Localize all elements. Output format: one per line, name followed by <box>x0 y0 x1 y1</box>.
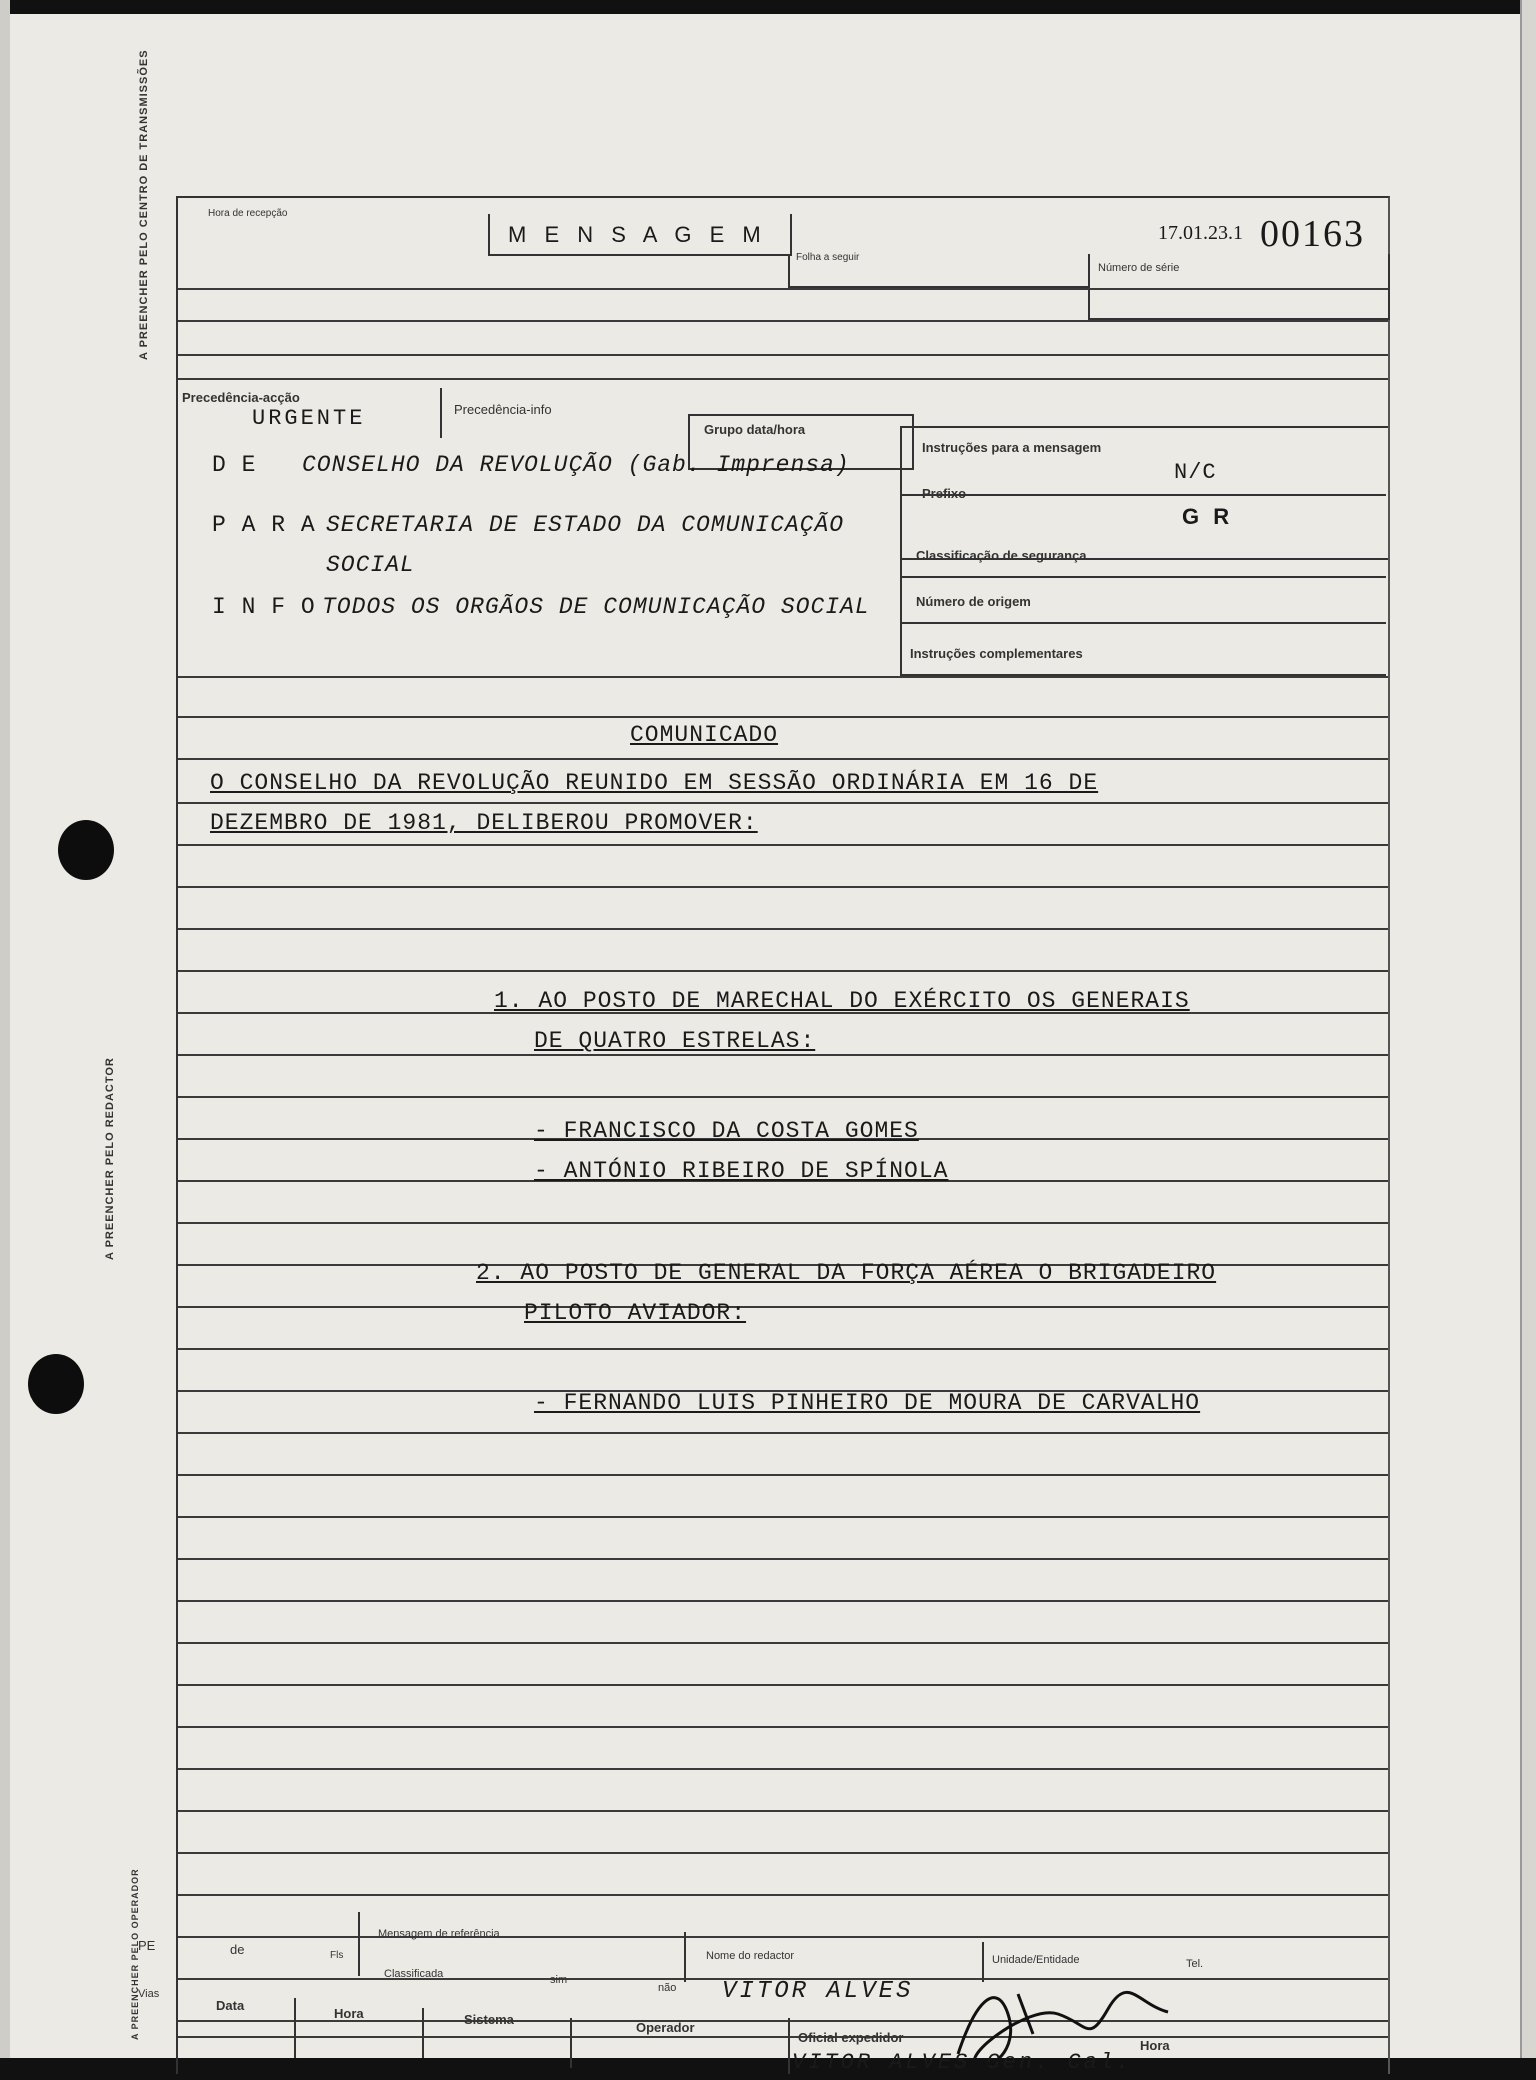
folha-box <box>788 254 1090 288</box>
form-title: M E N S A G E M <box>508 222 767 247</box>
rule <box>178 928 1388 930</box>
item2-line-1: 2. AO POSTO DE GENERAL DA FORÇA AÉREA O BRIGADEIRO <box>476 1260 1217 1286</box>
de-footer-label: de <box>230 1942 245 1957</box>
rule <box>178 1768 1388 1770</box>
prec-info-label: Precedência-info <box>454 402 552 417</box>
footer-divider-6 <box>570 2018 572 2068</box>
mens-ref-label: Mensagem de referência <box>378 1928 500 1940</box>
instrucoes-value: N/C <box>1174 460 1217 485</box>
rule <box>178 1558 1388 1560</box>
data-label: Data <box>216 1998 245 2013</box>
classif-rule <box>902 576 1386 578</box>
rule <box>178 1810 1388 1812</box>
rule <box>178 320 1388 322</box>
rule <box>178 1306 1388 1308</box>
punch-hole-top <box>58 820 114 880</box>
de-value: CONSELHO DA REVOLUÇÃO (Gab. Imprensa) <box>302 452 850 478</box>
rule <box>178 844 1388 846</box>
footer-divider-5 <box>422 2008 424 2058</box>
rule <box>178 1348 1388 1350</box>
hora-recepcao-label: Hora de recepção <box>208 208 288 219</box>
item1-line-1: 1. AO POSTO DE MARECHAL DO EXÉRCITO OS GENERAIS <box>494 988 1190 1014</box>
right-column-divider <box>900 556 902 676</box>
stamp-number: 00163 <box>1260 213 1365 255</box>
rule <box>178 758 1388 760</box>
origem-rule <box>902 622 1386 624</box>
nao-label: não <box>658 1982 677 1994</box>
item2-name-1: - FERNANDO LUIS PINHEIRO DE MOURA DE CARVALHO <box>534 1390 1201 1416</box>
rule <box>178 354 1388 356</box>
rule <box>178 1894 1388 1896</box>
item1-name-2: - ANTÓNIO RIBEIRO DE SPÍNOLA <box>534 1158 949 1184</box>
rule <box>178 1054 1388 1056</box>
footer-divider-7 <box>788 2018 790 2074</box>
para-label: P A R A <box>212 512 316 538</box>
vias-label: Vias <box>138 1988 160 2000</box>
rule <box>178 1222 1388 1224</box>
rule <box>178 716 1388 718</box>
pe-label: PE <box>138 1938 156 1953</box>
info-value: TODOS OS ORGÃOS DE COMUNICAÇÃO SOCIAL <box>322 594 870 620</box>
numero-origem-label: Número de origem <box>916 594 1031 609</box>
para-value-2: SOCIAL <box>326 552 415 578</box>
rule <box>178 288 1388 290</box>
rule <box>178 802 1388 804</box>
numero-serie-label: Número de série <box>1098 262 1180 274</box>
operador-label: Operador <box>636 2020 695 2035</box>
info-label: I N F O <box>212 594 316 620</box>
sistema-label: Sistema <box>464 2012 514 2027</box>
fls-label: Fls <box>330 1950 344 1961</box>
unidade-label: Unidade/Entidade <box>992 1954 1080 1966</box>
instrucoes-compl-label: Instruções complementares <box>910 646 1083 661</box>
rule <box>178 1726 1388 1728</box>
side-label-operador: A PREENCHER PELO OPERADOR <box>130 1868 140 2040</box>
prefixo-value: G R <box>1182 504 1234 529</box>
signature <box>938 1974 1178 2074</box>
rule <box>178 886 1388 888</box>
footer-divider-1 <box>358 1912 360 1976</box>
rule <box>178 1516 1388 1518</box>
rule <box>178 1096 1388 1098</box>
rule <box>178 2036 1388 2038</box>
classificada-label: Classificada <box>384 1968 444 1980</box>
side-label-redactor: A PREENCHER PELO REDACTOR <box>104 1057 116 1260</box>
tel-label: Tel. <box>1186 1958 1204 1970</box>
scan-left-edge <box>0 0 10 2080</box>
rule <box>178 1642 1388 1644</box>
item1-line-2: DE QUATRO ESTRELAS: <box>534 1028 816 1054</box>
de-label: D E <box>212 452 257 478</box>
prec-accao-label: Precedência-acção <box>182 390 300 405</box>
stamp-date: 17.01.23.1 <box>1158 222 1243 244</box>
folha-seguir-label: Folha a seguir <box>796 252 860 263</box>
rule <box>178 1600 1388 1602</box>
prefixo-label: Prefixo <box>922 486 967 501</box>
punch-hole-bottom <box>28 1354 84 1414</box>
oficial-label: Oficial expedidor <box>798 2030 904 2045</box>
intro-line-2: DEZEMBRO DE 1981, DELIBEROU PROMOVER: <box>210 810 758 836</box>
rule <box>178 378 1388 380</box>
rule <box>178 970 1388 972</box>
oficial-value: VITOR ALVES Gen. Cal. <box>792 2050 1133 2075</box>
rule <box>178 1684 1388 1686</box>
item2-line-2: PILOTO AVIADOR: <box>524 1300 747 1326</box>
item1-name-1: - FRANCISCO DA COSTA GOMES <box>534 1118 919 1144</box>
intro-line-1: O CONSELHO DA REVOLUÇÃO REUNIDO EM SESSÃO ORDINÁRIA EM 16 DE <box>210 770 1099 796</box>
scan-top-edge <box>0 0 1536 14</box>
sim-label: sim <box>550 1974 568 1986</box>
grupo-label: Grupo data/hora <box>704 422 806 437</box>
footer-divider-4 <box>294 1998 296 2058</box>
para-value-1: SECRETARIA DE ESTADO DA COMUNICAÇÃO <box>326 512 845 538</box>
rule <box>178 1432 1388 1434</box>
instrucoes-label: Instruções para a mensagem <box>922 440 1102 455</box>
instrucoes-rule <box>902 494 1386 496</box>
hora2-label: Hora <box>1140 2038 1170 2053</box>
rule <box>178 676 1388 678</box>
prec-divider <box>440 388 442 438</box>
scan-right-edge <box>1520 0 1536 2080</box>
hora-label: Hora <box>334 2006 364 2021</box>
rule <box>178 1852 1388 1854</box>
comunicado-heading: COMUNICADO <box>630 722 779 748</box>
prec-accao-value: URGENTE <box>252 406 366 431</box>
classificacao-label: Classificação de segurança <box>916 548 1087 563</box>
footer-divider-2 <box>684 1932 686 1982</box>
rule <box>178 1474 1388 1476</box>
side-label-centro: A PREENCHER PELO CENTRO DE TRANSMISSÕES <box>138 49 150 360</box>
nome-redactor-label: Nome do redactor <box>706 1950 795 1962</box>
nome-redactor-value: VITOR ALVES <box>722 1978 914 2005</box>
